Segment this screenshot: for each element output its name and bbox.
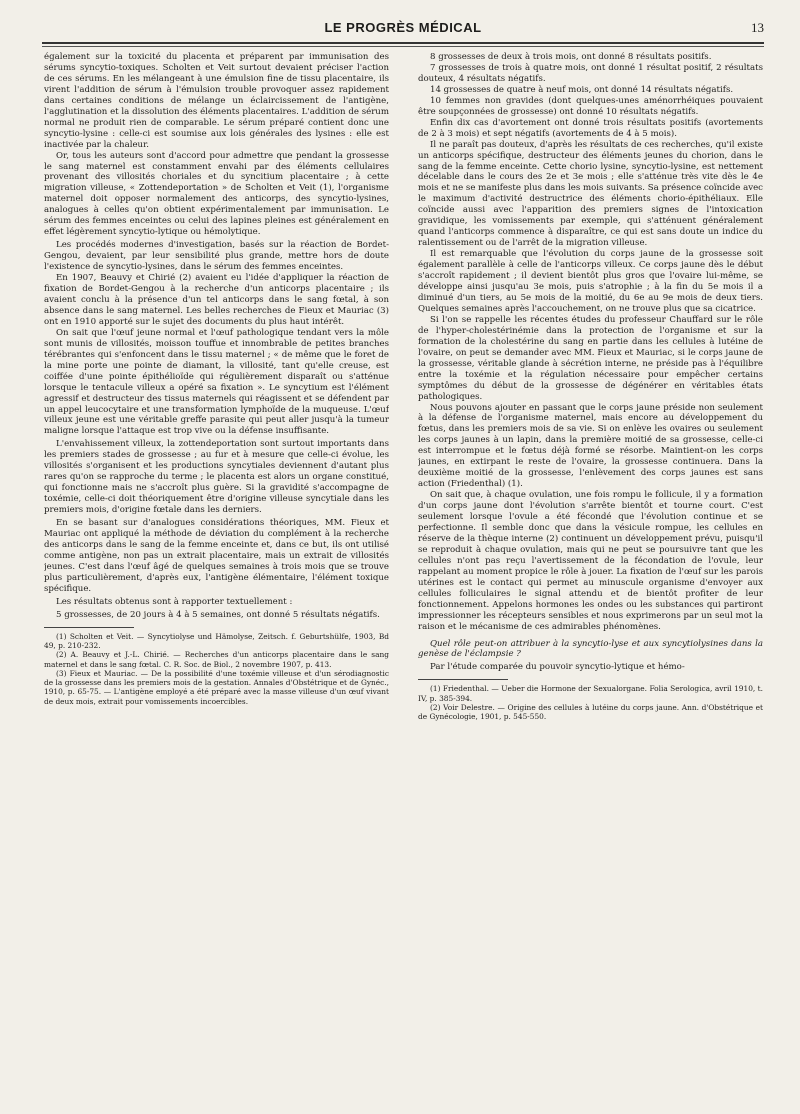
paragraph: Nous pouvons ajouter en passant que le corps jaune préside non seulement à la défense de l'organisme maternel, mais encore au développement du fœtus, dans les premiers mois de sa vie. Si on enlève les ovaires ou seulement les corps jaunes à un lapin, dans la première moitié de sa grossesse, celle-ci est interrompue et le fœtus déjà formé se résorbe. Maintient-on les corps jaunes, en extirpant le reste de l'ovaire, la grossesse continuera. Dans la deuxième moitié de la grossesse, l'enlèvement des corps jaunes est sans action (Friedenthal) (1).: [418, 402, 763, 490]
paragraph: Si l'on se rappelle les récentes études du professeur Chauffard sur le rôle de l'hyper-cholestérinémie dans la protection de l'organisme et sur la formation de la cholestérine du sang en partie dans les cellules à lutéine de l'ovaire, on peut se demander avec MM. Fieux et Mauriac, si le corps jaune de la grossesse, véritable glande à sécrétion interne, ne préside pas à l'équilibre entre la toxémie et la régulation nécessaire pour empêcher certains symptômes du début de la grossesse de dégénérer en véritables états pathologiques.: [418, 314, 763, 402]
paragraph: Il ne paraît pas douteux, d'après les résultats de ces recherches, qu'il existe un anticorps spécifique, destructeur des éléments jeunes du chorion, dans le sang de la femme enceinte. Cette chorio lysine, syncytio-lysine, est nettement décelable dans le cours des 2e et 3e mois ; elle s'atténue très vite dès le 4e mois et ne se manifeste plus dans les mois suivants. Sa présence coïncide avec le maximum d'activité destructrice des éléments chorio-épithéliaux. Elle coïncide aussi avec l'apparition des premiers signes de l'intoxication gravidique, les vomissements par exemple, qui s'atténuent généralement quand l'anticorps commence à disparaître, ce qui est sans doute un indice du ralentissement ou de l'arrêt de la migration villeuse.: [418, 139, 763, 249]
paragraph: L'envahissement villeux, la zottendeportation sont surtout importants dans les premiers stades de grossesse ; au fur et à mesure que celle-ci évolue, les villosités s'organisent et les productions syncytiales deviennent d'autant plus rares qu'on se rapproche du terme ; le placenta est alors un organe constitué, qui fonctionne mais ne s'accroît plus guère. Si la gravidité s'accompagne de toxémie, celle-ci doit théoriquement être d'origine villeuse syncytiale dans les premiers mois, d'origine fœtale dans les derniers.: [44, 439, 389, 516]
paragraph: Les procédés modernes d'investigation, basés sur la réaction de Bordet-Gengou, devaient, par leur sensibilité plus grande, mettre hors de doute l'existence de syncytio-lysines, dans le sérum des femmes enceintes.: [44, 240, 389, 273]
footnote: (3) Fieux et Mauriac. — De la possibilité d'une toxémie villeuse et d'un sérodiagnostic de la grossesse dans les premiers mois de la gestation. Annales d'Obstétrique et de Gynéc., 1910, p. 65-75. — L'antigène employé a été préparé avec la masse villeuse d'un œuf vivant de deux mois, extrait pour vomissements incoercibles.: [44, 668, 389, 706]
paragraph: Il est remarquable que l'évolution du corps jaune de la grossesse soit également parallèle à celle de l'anticorps villeux. Ce corps jaune dès le début s'accroît rapidement ; il devient bientôt plus gros que l'ovaire lui-même, se développe ainsi jusqu'au 3e mois, puis s'atrophie ; à la fin du 5e mois il a diminué d'un tiers, au 5e mois de la moitié, du 6e au 9e mois de deux tiers. Quelques semaines après l'accouchement, on ne trouve plus que sa cicatrice.: [418, 249, 763, 314]
paragraph: 7 grossesses de trois à quatre mois, ont donné 1 résultat positif, 2 résultats douteux, 4 résultats négatifs.: [418, 62, 763, 84]
footnote: (2) A. Beauvy et J.-L. Chirié. — Recherches d'un anticorps placentaire dans le sang maternel et dans le sang fœtal. C. R. Soc. de Biol., 2 novembre 1907, p. 413.: [44, 650, 389, 669]
paragraph: Les résultats obtenus sont à rapporter textuellement :: [56, 596, 293, 607]
header-rule-thick: [42, 42, 764, 44]
footnote: (1) Scholten et Veit. — Syncytiolyse und Hämolyse, Zeitsch. f. Geburtshülfe, 1903, Bd 49, p. 210-232.: [44, 631, 389, 650]
footnote-separator: [418, 679, 508, 680]
paragraph: On sait que, à chaque ovulation, une fois rompu le follicule, il y a formation d'un corps jaune dont l'évolution s'arrête bientôt et tourne court. C'est seulement lorsque l'ovule a été fécondé que l'évolution continue et se perfectionne. Il semble donc que dans la vésicule rompue, les cellules en réserve de la thèque interne (2) continuent un développement prévu, puisqu'il se reproduit à chaque ovulation, mais qui ne peut se poursuivre tant que les cellules n'ont pas reçu l'avertissement de la fécondation de l'ovule, leur rappelant au moment propice le rôle à jouer. La fixation de l'œuf sur les parois utérines est le contact qui permet au minuscule organisme d'envoyer aux cellules folliculaires le signal attendu et de bientôt profiter de leur fonctionnement. Appelons hormones les ondes ou les substances qui partiront impressionner les récepteurs sensibles et nous exprimerons par un seul mot la raison et le mécanisme de ces admirables phénomènes.: [418, 490, 763, 632]
paragraph: 10 femmes non gravides (dont quelques-unes aménorrhéiques pouvaient être soupçonnées de grossesse) ont donné 10 résultats négatifs.: [418, 95, 763, 117]
journal-title: LE PROGRÈS MÉDICAL: [324, 20, 482, 35]
paragraph: 14 grossesses de quatre à neuf mois, ont donné 14 résultats négatifs.: [430, 84, 734, 95]
left-column: [44, 52, 389, 1102]
paragraph: En se basant sur d'analogues considérations théoriques, MM. Fieux et Mauriac ont appliqué la méthode de déviation du complément à la recherche des anticorps dans le sang de la femme enceinte et, dans ce but, ils ont utilisé comme antigène, non pas un extrait placentaire, mais un extrait de villosités jeunes. C'est dans l'œuf âgé de quelques semaines à trois mois que se trouve plus particulièrement, d'après eux, l'antigène élémentaire, l'élément toxique spécifique.: [44, 518, 389, 594]
section-question: Quel rôle peut-on attribuer à la syncytio-lyse et aux syncytiolysines dans la genèse de l'éclampsie ?: [418, 638, 763, 660]
header-rule-thin: [42, 46, 764, 47]
paragraph: Par l'étude comparée du pouvoir syncytio-lytique et hémo-: [430, 662, 685, 673]
paragraph: 5 grossesses, de 20 jours à 4 à 5 semaines, ont donné 5 résultats négatifs.: [56, 609, 380, 620]
page-number: 13: [751, 20, 764, 35]
footnote: (1) Friedenthal. — Ueber die Hormone der Sexualorgane. Folia Serologica, avril 1910, t. IV, p. 385-394.: [418, 684, 763, 703]
right-column: [418, 52, 763, 1102]
footnote-separator: [44, 627, 134, 628]
paragraph: Enfin dix cas d'avortement ont donné trois résultats positifs (avortements de 2 à 3 mois) et sept négatifs (avortements de 4 à 5 mois).: [418, 117, 763, 139]
paragraph: 8 grossesses de deux à trois mois, ont donné 8 résultats positifs.: [430, 52, 712, 62]
paragraph: également sur la toxicité du placenta et préparent par immunisation des sérums syncytio-toxiques. Scholten et Veit surtout devaient préciser l'action de ces sérums. En les mélangeant à une émulsion fine de tissu placentaire, ils virent l'addition de sérum à l'émulsion trouble provoquer assez rapidement dans certaines conditions de mélange un éclaircissement de l'antigène, l'agglutination et la dissolution des éléments placentaires. L'addition de sérum normal ne produit rien de comparable. Le sérum préparé contient donc une syncytio-lysine : celle-ci est soumise aux lois générales des lysines : elle est inactivée par la chaleur.: [44, 52, 389, 150]
paragraph: On sait que l'œuf jeune normal et l'œuf pathologique tendant vers la môle sont munis de villosités, moisson touffue et innombrable de petites branches térébrantes qui s'enfoncent dans le tissu maternel ; « de même que le foret de la mine porte une pointe de diamant, la villosité, tant qu'elle creuse, est coiffée d'une pointe épithélioïde qui régulièrement disparaît ou s'atténue lorsque le tentacule villeux a opéré sa fixation ». Le syncytium est l'élément agressif et destructeur des tissus maternels qui réagissent et se défendent par un appel leucocytaire et une transformation lymphoïde de la muqueuse. L'œuf villeux jeune est une véritable greffe parasite qui peut aller jusqu'à la tumeur maligne lorsque l'attaque est trop vive ou la défense insuffisante.: [44, 327, 389, 437]
page-header: [42, 18, 764, 40]
footnote: (2) Voir Delestre. — Origine des cellules à lutéine du corps jaune. Ann. d'Obstétrique et de Gynécologie, 1901, p. 545-550.: [418, 702, 763, 722]
paragraph: Or, tous les auteurs sont d'accord pour admettre que pendant la grossesse le sang maternel est constamment envahi par des éléments cellulaires provenant des villosités choriales et du syncitium placentaire ; à cette migration villeuse, « Zottendeportation » de Scholten et Veit (1), l'organisme maternel doit opposer normalement des anticorps, des syncytio-lysines, analogues à celles qu'on obtient expérimentalement par immunisation. Le sérum des femmes enceintes ou celui des lapines pleines est généralement en effet légèrement syncytio-lytique ou hémolytique.: [44, 150, 389, 238]
paragraph: En 1907, Beauvy et Chirié (2) avaient eu l'idée d'appliquer la réaction de fixation de Bordet-Gengou à la recherche d'un anticorps placentaire ; ils avaient conclu à la présence d'un tel anticorps dans le sang fœtal, à son absence dans le sang maternel. Les belles recherches de Fieux et Mauriac (3) ont en 1910 apporté sur le sujet des documents du plus haut intérêt.: [44, 273, 389, 327]
